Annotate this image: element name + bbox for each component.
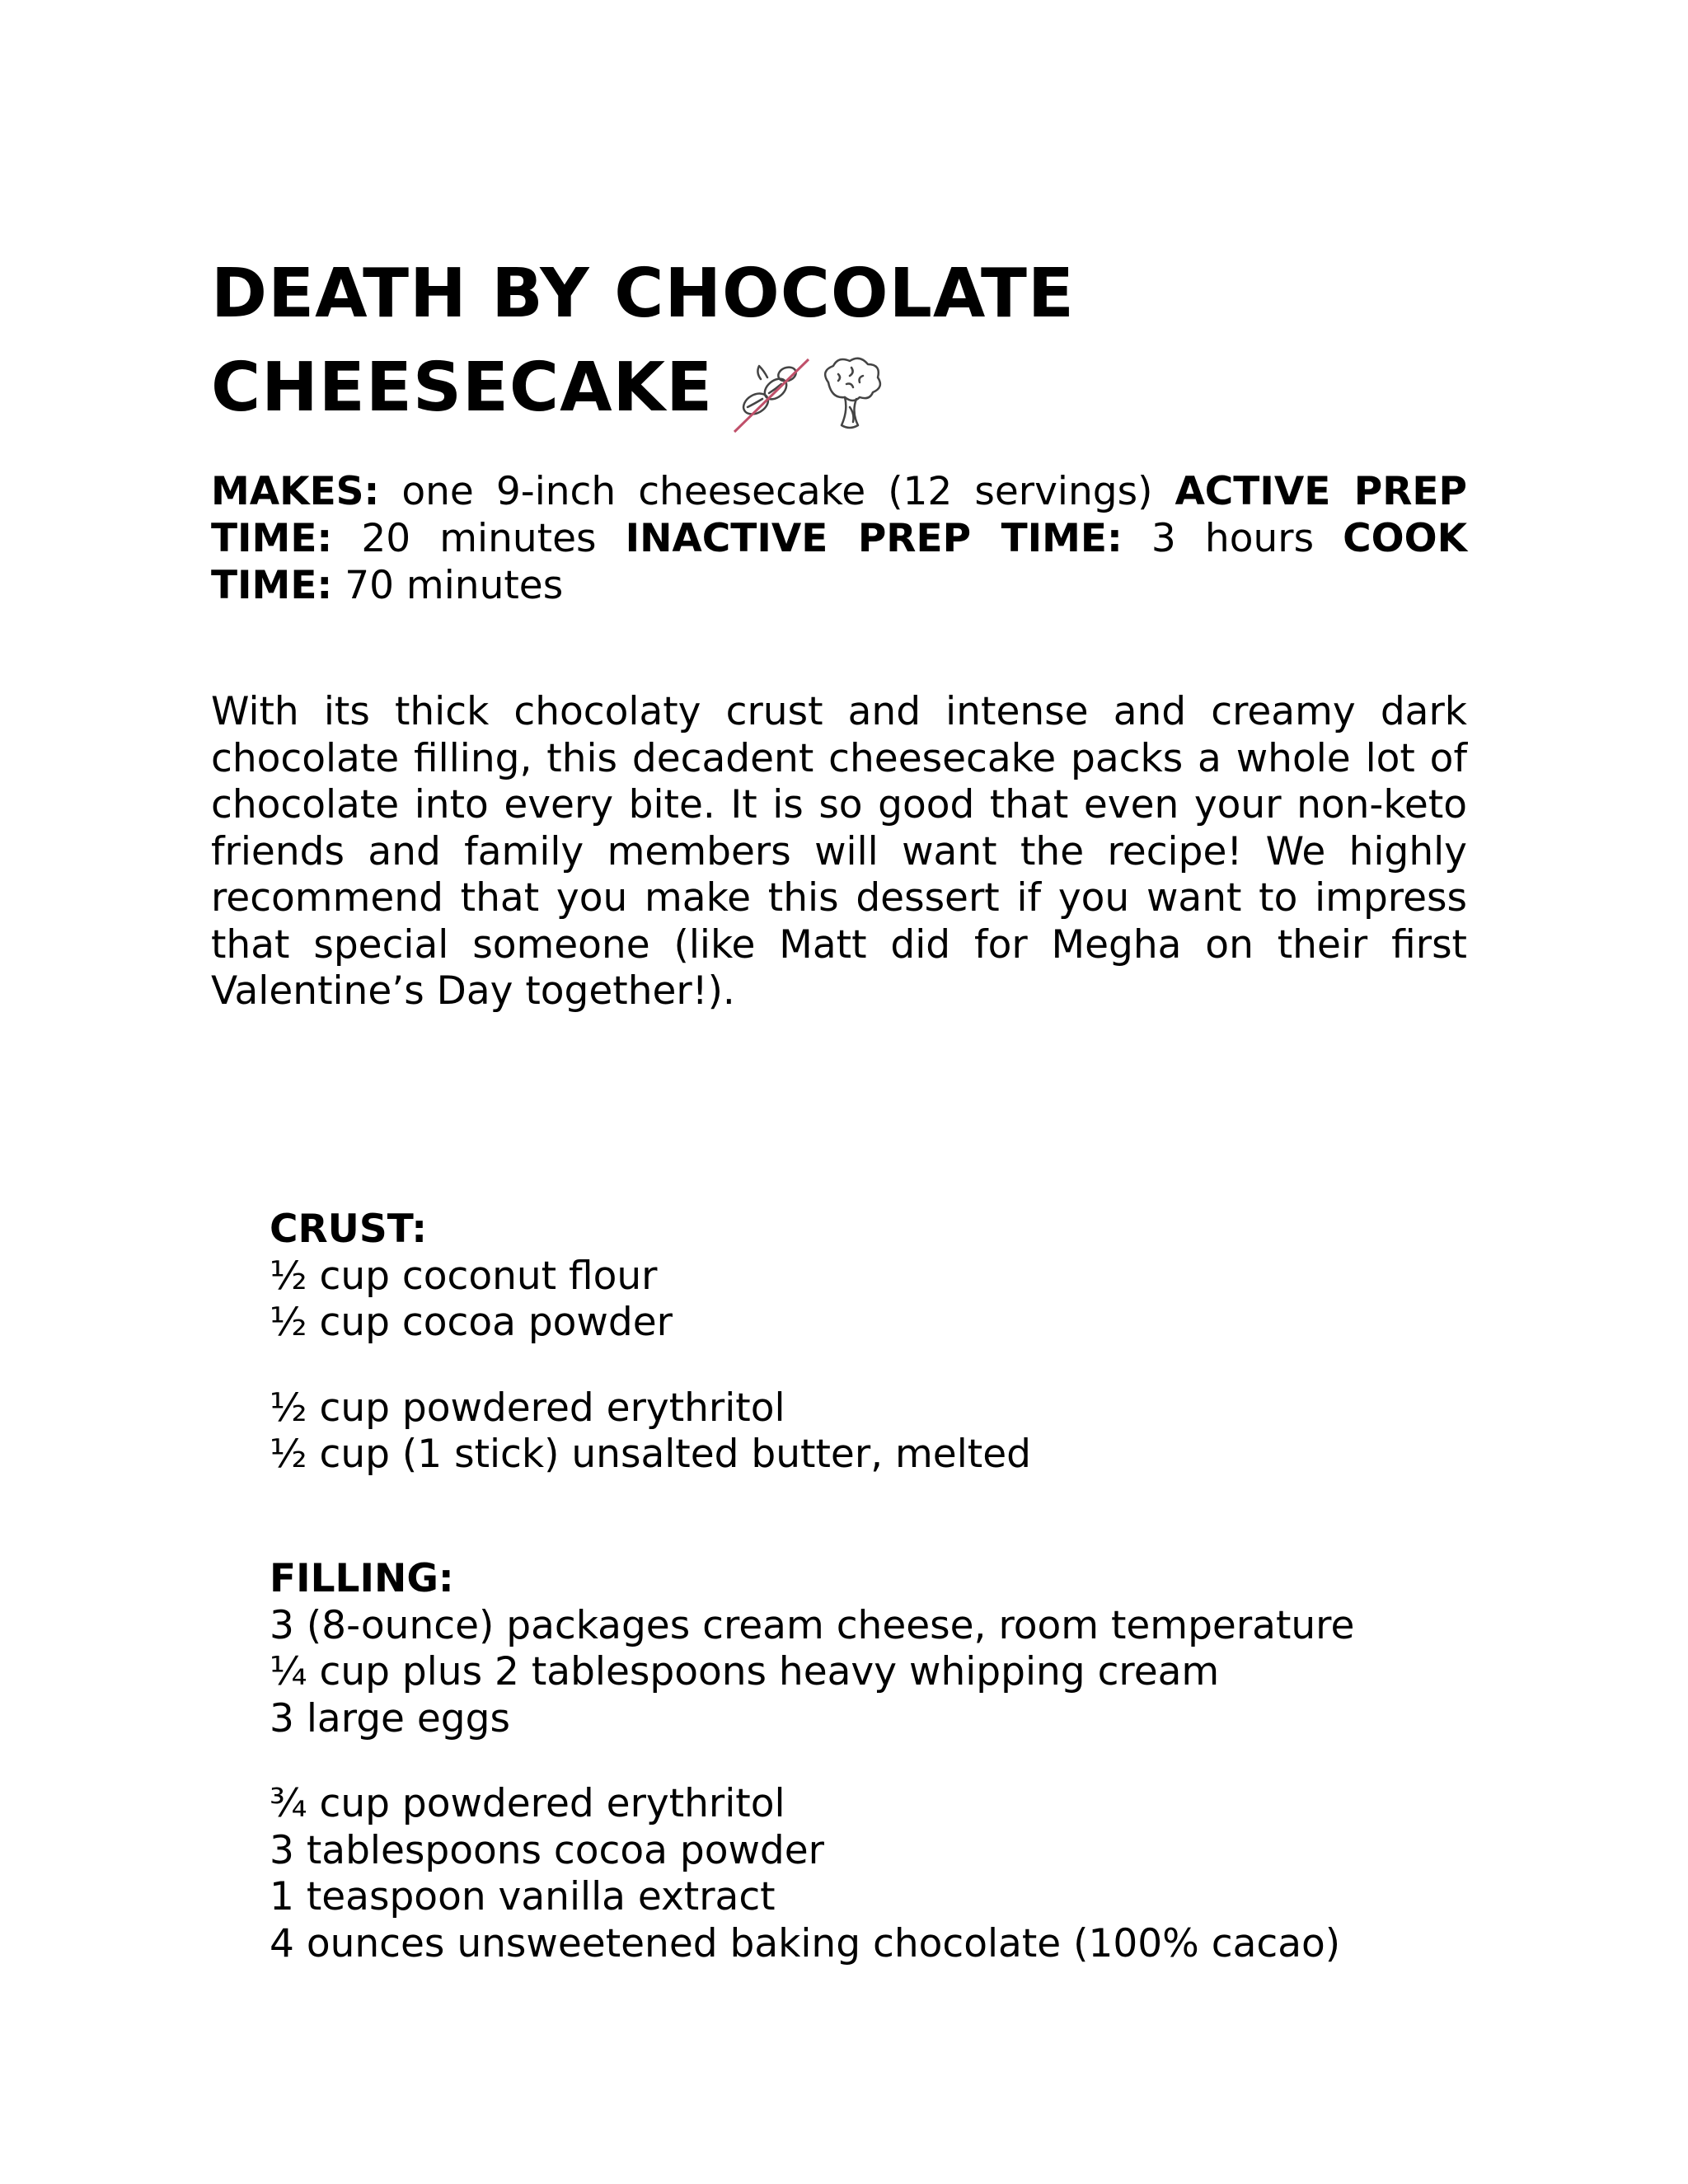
spacer (270, 1347, 1588, 1385)
ingredient-item: 3 large eggs (270, 1695, 510, 1741)
filling-section (270, 1556, 1588, 1967)
filling-heading: FILLING: (270, 1556, 454, 1601)
recipe-intro: With its thick chocolaty crust and intense and creamy dark chocolate filling, this decadent cheesecake packs a whole lot of chocolate into every bite. It is so good that even your non-keto friends and family members will want the recipe! We highly recommend that you make this dessert if you want to impress that special someone (like Matt did for Megha on their first Valentine’s Day together!). (211, 689, 1467, 1014)
ingredient-item: ½ cup cocoa powder (270, 1300, 673, 1345)
title-line-2-text: CHEESECAKE (211, 349, 714, 427)
cook-time-value: 70 minutes (345, 563, 564, 608)
active-prep-label: ACTIVE PREP TIME: (211, 469, 1467, 561)
recipe-title (211, 247, 1464, 438)
ingredient-item: ½ cup coconut flour (270, 1253, 658, 1299)
ingredient-item: 3 (8-ounce) packages cream cheese, room temperature (270, 1602, 1355, 1648)
ingredient-item: 4 ounces unsweetened baking chocolate (100% cacao) (270, 1920, 1341, 1966)
inactive-prep-label: INACTIVE PREP TIME: (625, 516, 1123, 561)
spacer (270, 1742, 1588, 1781)
diet-icons (728, 344, 888, 438)
ingredient-item: ¼ cup plus 2 tablespoons heavy whipping cream (270, 1649, 1220, 1694)
ingredient-item: ¾ cup powdered erythritol (270, 1781, 785, 1826)
makes-value: one 9-inch cheesecake (12 servings) (401, 469, 1153, 514)
vegetarian-broccoli-icon (814, 354, 888, 437)
makes-label: MAKES: (211, 469, 380, 514)
inactive-prep-value: 3 hours (1151, 516, 1315, 561)
crust-heading: CRUST: (270, 1207, 427, 1252)
cook-time-label: COOK TIME: (211, 516, 1467, 608)
ingredient-item: 3 tablespoons cocoa powder (270, 1827, 824, 1873)
recipe-meta (211, 468, 1467, 609)
no-nuts-icon (728, 354, 814, 437)
crust-section (270, 1207, 1588, 1479)
title-line-1: DEATH BY CHOCOLATE (211, 255, 1075, 333)
ingredient-item: ½ cup powdered erythritol (270, 1385, 785, 1431)
ingredient-item: ½ cup (1 stick) unsalted butter, melted (270, 1432, 1031, 1477)
title-line-2 (211, 341, 1464, 438)
active-prep-value: 20 minutes (361, 516, 597, 561)
ingredient-item: 1 teaspoon vanilla extract (270, 1874, 776, 1919)
